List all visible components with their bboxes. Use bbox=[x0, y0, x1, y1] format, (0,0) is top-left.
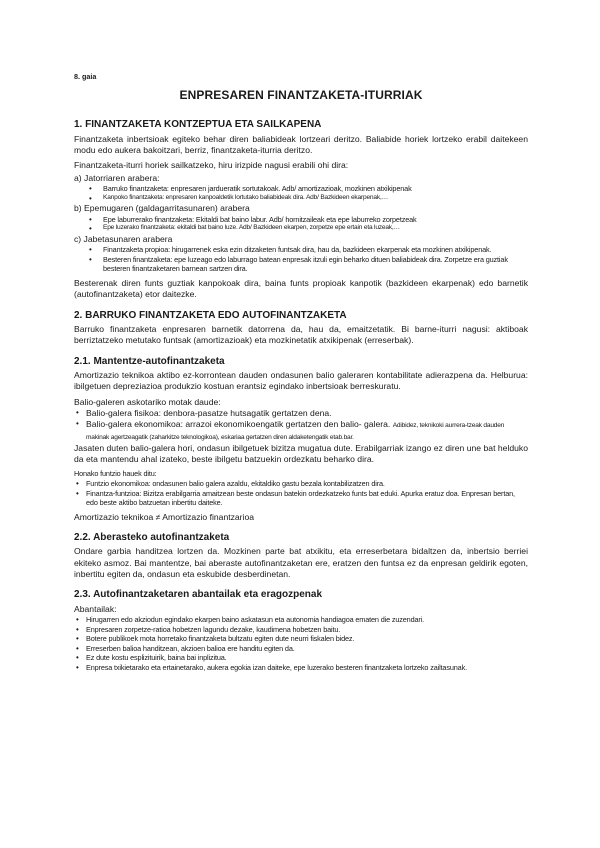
chapter-label: 8. gaia bbox=[74, 72, 97, 81]
criteria-b-label: b) Epemugaren (galdagarritasunaren) arabera bbox=[74, 203, 250, 214]
criteria-c-label: c) Jabetasunaren arabera bbox=[74, 233, 173, 244]
list-item: • Erreserben balioa handitzean, akzioen balioa ere handitu egiten da. bbox=[86, 644, 528, 654]
list-item: • Kanpoko finantzaketa: enpresaren kanpoaldetik lortutako baliabideak dira. Adb/ Bazkideen ekarpenak,… bbox=[103, 194, 528, 203]
list-item-text: Balio-galera ekonomikoa: arrazoi ekonomikoengatik gertatzen den balio- galera. bbox=[86, 419, 391, 430]
section-2-intro: Barruko finantzaketa enpresaren barnetik datorrena da, hau da, emaitzetatik. Bi barne-iturri nagusi: aktiboak berriztatzeko metutako funtsak (amortizazioak) eta mozkinetatik atxikipenak (erreserbak). bbox=[74, 323, 528, 346]
section-1-closing: Besterenak diren funts guztiak kanpokoak dira, baina funts propioak kanpotik (bazkideen ekarpenak) edo barnetik (autofinantzaketa) etor daitezke. bbox=[74, 278, 528, 300]
section-2-1-p1: Amortizazio teknikoa aktibo ez-korrontean dauden ondasunen balio galeraren kontabilitate adierazpena da. Helburua: ibilgetuen depreziazioa produkzio kostuan erantsiz egindako inbertsioak berreskuratu. bbox=[74, 369, 528, 392]
section-2-3-heading: 2.3. Autofinantzaketaren abantailak eta eragozpenak bbox=[74, 589, 323, 601]
list-item: • Barruko finantzaketa: enpresaren jardueratik sortutakoak. Adb/ amortizazioak, mozkinen atxikipenak bbox=[103, 184, 528, 194]
list-item: • Besteren finantzaketa: epe luzeago edo laburrago batean enpresak itzuli egin beharko dituen baliabideak dira. Zorpetze era guztiak besteren finantzaketaren barnean sartzen dira. bbox=[103, 255, 528, 274]
section-2-2-p: Ondare garbia handitzea lortzen da. Mozkinen parte bat atxikitu, eta erreserbetara bidaltzen da, inbertsio berriei ekiteko asmoz. Bai mantentze, bai aberaste autofinantzaketan ere, eratzen den funtsa ez da enpresan geldirik egoten, inbertitu egiten da, ondasun eta eskubide desberdinetan. bbox=[74, 546, 528, 580]
list-item: • Enpresa txikietarako eta ertainetarako, aukera egokia izan daiteke, epe luzerako besteren finantzaketa lortzeko zailtasunak. bbox=[86, 663, 528, 673]
list-item: • Enpresaren zorpetze-ratioa hobetzen lagundu dezake, kaudimena hobetzen baitu. bbox=[86, 625, 528, 635]
list-item bbox=[86, 419, 528, 442]
section-1-heading: 1. FINANTZAKETA KONTZEPTUA ETA SAILKAPENA bbox=[74, 119, 322, 131]
criteria-b-list bbox=[74, 215, 528, 233]
abantailak-list bbox=[74, 615, 528, 673]
funtzio-list bbox=[74, 479, 528, 508]
funtzio-label: Honako funtzio hauek ditu: bbox=[74, 469, 157, 479]
section-2-heading: 2. BARRUKO FINANTZAKETA EDO AUTOFINANTZAKETA bbox=[74, 309, 347, 321]
section-1-criteria: Finantzaketa-iturri horiek sailkatzeko, hiru irizpide nagusi erabili ohi dira: bbox=[74, 160, 349, 171]
list-item: • Funtzio ekonomikoa: ondasunen balio galera azaldu, ekitaldiko gastu bezala kontabilizatzen dira. bbox=[86, 479, 528, 489]
criteria-a-label: a) Jatorriaren arabera: bbox=[74, 172, 160, 183]
section-1-intro: Finantzaketa inbertsioak egiteko behar diren baliabideak lortzeari deritzo. Baliabide horiek lortzeko erabil daitekeen modu edo aukera bakoitzari, berriz, finantzaketa-iturria deritzo. bbox=[74, 133, 528, 155]
list-item: • Hirugarren edo akziodun egindako ekarpen baino askatasun eta autonomia handiagoa ematen die zuzendari. bbox=[86, 615, 528, 625]
section-2-1-heading: 2.1. Mantentze-autofinantzaketa bbox=[74, 355, 225, 367]
list-item-example: Adibidez, teknikoki aurrera-tzeak dauden makinak agertzeagatik (zaharkitze teknologikoa), eskariaa gertatzen diren aldaketengatik etab.bar. bbox=[86, 422, 505, 441]
list-item: • Epe luzerako finantzaketa: ekitaldi bat baino luze. Adb/ Bazkideen ekarpen, zorpetze epe ertain eta luzeak,… bbox=[103, 224, 528, 233]
list-item: • Finantzaketa propioa: hirugarrenek eska ezin ditzaketen funtsak dira, hau da, bazkideen ekarpenak eta mozkinen atxikipenak. bbox=[103, 245, 528, 255]
amortization-note: Amortizazio teknikoa ≠ Amortizazio finantzarioa bbox=[74, 511, 255, 522]
list-item: • Epe laburrerako finantzaketa: Ekitaldi bat baino labur. Adb/ hornitzaileak eta epe laburreko zorpetzeak bbox=[103, 215, 528, 225]
abantailak-label: Abantailak: bbox=[74, 603, 117, 614]
section-2-1-p2: Jasaten duten balio-galera hori, ondasun ibilgetuek bizitza mugatua dute. Erabilgarriak izango ez diren une bat helduko da eta mantendu ahal izateko, beste ibilgetu batzuekin ordezkatu beharko dira. bbox=[74, 442, 528, 464]
list-item: • Balio-galera fisikoa: denbora-pasatze hutsagatik gertatzen dena. bbox=[86, 408, 528, 419]
motak-label: Balio-galeren askotariko motak daude: bbox=[74, 396, 221, 407]
criteria-c-list bbox=[74, 245, 528, 274]
section-2-2-heading: 2.2. Aberasteko autofinantzaketa bbox=[74, 532, 230, 544]
list-item: • Botere publikoek mota horretako finantzaketa bultzatu egiten dute neurri fiskalen bidez. bbox=[86, 634, 528, 644]
motak-list bbox=[74, 408, 528, 443]
page-title: ENPRESAREN FINANTZAKETA-ITURRIAK bbox=[179, 87, 423, 102]
list-item: • Ez dute kostu esplizituirik, baina bai inplizitua. bbox=[86, 653, 528, 663]
list-item: • Finantza-funtzioa: Bizitza erabilgarria amaitzean beste ondasun batekin ordezkatzeko funts bat eduki. Apurka eratuz doa. Enpresan bertan, edo beste aktibo batzuetan inbertitu daiteke. bbox=[86, 489, 528, 508]
criteria-a-list bbox=[74, 184, 528, 202]
